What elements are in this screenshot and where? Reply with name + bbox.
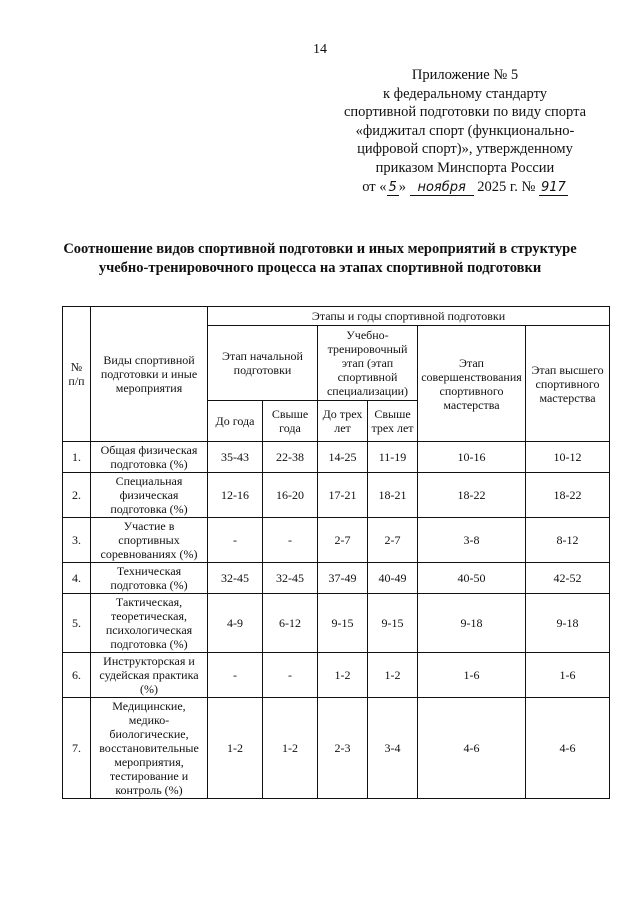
title-line-1: Соотношение видов спортивной подготовки и иных мероприятий в структуре	[63, 241, 577, 257]
header-up-to-year: До года	[208, 401, 263, 442]
appendix-line-2: к федеральному стандарту	[383, 85, 547, 102]
row-name: Техническая подготовка (%)	[91, 563, 208, 594]
appendix-line-5: цифровой спорт)», утвержденному	[357, 141, 573, 158]
row-value: 1-2	[263, 698, 318, 799]
header-improvement-stage: Этап совершенствования спортивного мастерства	[418, 326, 526, 442]
row-num: 4.	[63, 563, 91, 594]
row-value: 9-18	[526, 594, 610, 653]
row-value: -	[263, 518, 318, 563]
header-num: № п/п	[63, 307, 91, 442]
row-num: 1.	[63, 442, 91, 473]
row-value: 4-6	[526, 698, 610, 799]
table-row	[63, 653, 610, 698]
appendix-block	[330, 66, 600, 196]
training-ratio-table	[62, 306, 610, 799]
row-value: 2-3	[318, 698, 368, 799]
row-name: Тактическая, теоретическая, психологическая подготовка (%)	[91, 594, 208, 653]
date-month-handwritten: ноября	[410, 181, 474, 196]
header-over-three: Свыше трех лет	[368, 401, 418, 442]
header-initial-stage: Этап начальной подготовки	[208, 326, 318, 401]
header-training-stage: Учебно-тренировочный этап (этап спортивной специализации)	[318, 326, 418, 401]
row-value: 40-49	[368, 563, 418, 594]
row-value: 3-4	[368, 698, 418, 799]
table-row	[63, 594, 610, 653]
order-date-line	[330, 178, 600, 197]
table-row	[63, 518, 610, 563]
row-name: Инструкторская и судейская практика (%)	[91, 653, 208, 698]
order-number-handwritten: 917	[540, 179, 566, 195]
appendix-line-4: «фиджитал спорт (функционально-	[355, 122, 575, 139]
row-value: 40-50	[418, 563, 526, 594]
row-value: 3-8	[418, 518, 526, 563]
row-num: 7.	[63, 698, 91, 799]
row-value: 42-52	[526, 563, 610, 594]
table-row	[63, 563, 610, 594]
row-value: -	[263, 653, 318, 698]
row-name: Участие в спортивных соревнованиях (%)	[91, 518, 208, 563]
row-value: 1-2	[318, 653, 368, 698]
row-value: -	[208, 518, 263, 563]
row-value: 11-19	[368, 442, 418, 473]
row-num: 5.	[63, 594, 91, 653]
table-row	[63, 442, 610, 473]
row-value: 35-43	[208, 442, 263, 473]
table-row	[63, 473, 610, 518]
appendix-line-1: Приложение № 5	[411, 67, 519, 83]
header-up-to-three: До трех лет	[318, 401, 368, 442]
row-value: 22-38	[263, 442, 318, 473]
row-value: 1-6	[526, 653, 610, 698]
row-name: Медицинские, медико-биологические, восстановительные мероприятия, тестирование и контроль (%)	[91, 698, 208, 799]
row-value: 2-7	[368, 518, 418, 563]
row-value: 1-6	[418, 653, 526, 698]
appendix-line-6: приказом Минспорта России	[375, 159, 555, 176]
row-value: 10-12	[526, 442, 610, 473]
row-value: 2-7	[318, 518, 368, 563]
row-value: 18-22	[526, 473, 610, 518]
appendix-line-3: спортивной подготовки по виду спорта	[343, 104, 587, 121]
row-value: 1-2	[208, 698, 263, 799]
row-num: 6.	[63, 653, 91, 698]
row-value: 4-6	[418, 698, 526, 799]
row-value: -	[208, 653, 263, 698]
date-day-handwritten: 5	[388, 179, 397, 195]
date-year: 2025 г. №	[477, 178, 536, 195]
header-stages: Этапы и годы спортивной подготовки	[208, 307, 610, 326]
header-over-year: Свыше года	[263, 401, 318, 442]
row-value: 14-25	[318, 442, 368, 473]
page-number: 14	[313, 42, 327, 57]
row-value: 10-16	[418, 442, 526, 473]
header-kinds: Виды спортивной подготовки и иные мероприятия	[91, 307, 208, 442]
row-value: 18-22	[418, 473, 526, 518]
row-value: 6-12	[263, 594, 318, 653]
row-value: 32-45	[263, 563, 318, 594]
row-value: 8-12	[526, 518, 610, 563]
row-value: 32-45	[208, 563, 263, 594]
row-value: 9-15	[318, 594, 368, 653]
row-value: 18-21	[368, 473, 418, 518]
row-value: 4-9	[208, 594, 263, 653]
row-num: 3.	[63, 518, 91, 563]
row-name: Специальная физическая подготовка (%)	[91, 473, 208, 518]
table-row	[63, 698, 610, 799]
row-value: 37-49	[318, 563, 368, 594]
row-name: Общая физическая подготовка (%)	[91, 442, 208, 473]
row-value: 17-21	[318, 473, 368, 518]
row-value: 9-18	[418, 594, 526, 653]
date-mid: »	[398, 178, 407, 195]
row-value: 16-20	[263, 473, 318, 518]
date-prefix: от «	[362, 178, 387, 195]
title-line-2: учебно-тренировочного процесса на этапах спортивной подготовки	[98, 260, 542, 276]
document-title	[40, 240, 600, 278]
row-value: 9-15	[368, 594, 418, 653]
row-value: 1-2	[368, 653, 418, 698]
header-highest-stage: Этап высшего спортивного мастерства	[526, 326, 610, 442]
row-value: 12-16	[208, 473, 263, 518]
row-num: 2.	[63, 473, 91, 518]
